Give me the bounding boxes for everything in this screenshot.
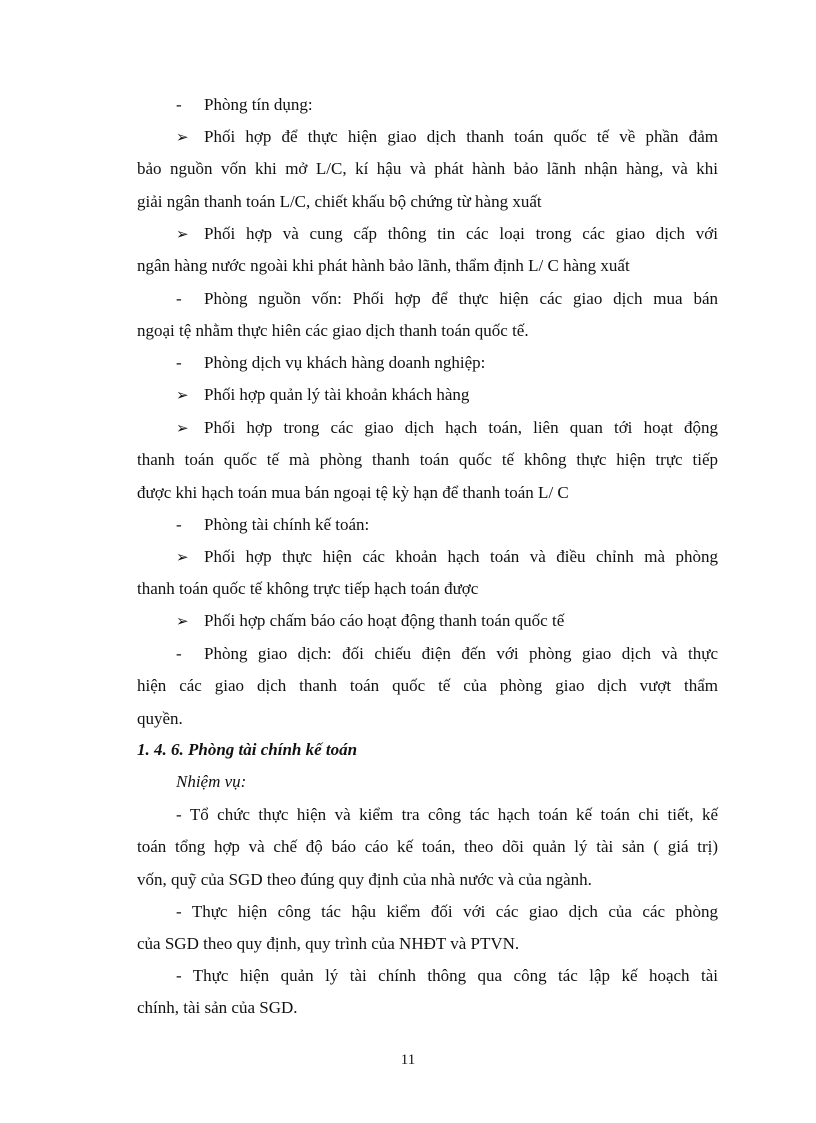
text-line: bảo nguồn vốn khi mở L/C, kí hậu và phát hành bảo lãnh nhận hàng, và khi <box>137 159 718 179</box>
text-line: giải ngân thanh toán L/C, chiết khấu bộ chứng từ hàng xuất <box>137 191 542 211</box>
text-line: vốn, quỹ của SGD theo đúng quy định của nhà nước và của ngành. <box>137 869 592 889</box>
text-line: - Thực hiện quản lý tài chính thông qua công tác lập kế hoạch tài <box>176 966 718 985</box>
arrow-paragraph <box>137 121 718 218</box>
arrow-bullet-icon: ➢ <box>176 388 189 404</box>
item-text: Phòng dịch vụ khách hàng doanh nghiệp: <box>204 353 486 372</box>
arrow-bullet-icon: ➢ <box>176 130 189 146</box>
list-item-credit-dept <box>176 89 313 121</box>
arrow-paragraph <box>137 541 718 606</box>
item-text: Phòng tín dụng: <box>204 95 313 114</box>
text-line: ➢ Phối hợp trong các giao dịch hạch toán, liên quan tới hoạt động <box>137 412 718 444</box>
list-item-finance-dept <box>176 509 369 541</box>
dash-paragraph <box>137 638 718 735</box>
dash-marker: - <box>176 353 182 372</box>
page-number: 11 <box>400 1052 416 1068</box>
dash-marker: - <box>176 515 182 534</box>
body-paragraph <box>137 960 718 1025</box>
arrow-item <box>176 379 469 412</box>
text-line: - Tổ chức thực hiện và kiểm tra công tác hạch toán kế toán chi tiết, kế <box>176 805 718 824</box>
item-text: Phối hợp quản lý tài khoản khách hàng <box>204 385 470 404</box>
arrow-bullet-icon: ➢ <box>176 227 189 243</box>
text-line: ➢ Phối hợp để thực hiện giao dịch thanh toán quốc tế về phần đảm <box>137 121 718 153</box>
subheading: Nhiệm vụ: <box>176 772 247 791</box>
item-text: Phối hợp chấm báo cáo hoạt động thanh toán quốc tế <box>204 611 565 630</box>
dash-marker: - <box>176 289 182 308</box>
text-line: ngoại tệ nhằm thực hiên các giao dịch thanh toán quốc tế. <box>137 321 529 341</box>
text-line: thanh toán quốc tế không trực tiếp hạch toán được <box>137 579 479 599</box>
text-line: thanh toán quốc tế mà phòng thanh toán quốc tế không thực hiện trực tiếp <box>137 450 718 470</box>
text-line: - Phòng giao dịch: đối chiếu điện đến với phòng giao dịch và thực <box>137 638 718 670</box>
text-line: chính, tài sản của SGD. <box>137 998 298 1018</box>
dash-marker: - <box>176 95 182 114</box>
text-line: ➢ Phối hợp và cung cấp thông tin các loại trong các giao dịch với <box>137 218 718 250</box>
text-line: được khi hạch toán mua bán ngoại tệ kỳ hạn để thanh toán L/ C <box>137 482 569 502</box>
text-line: ➢ Phối hợp thực hiện các khoản hạch toán và điều chỉnh mà phòng <box>137 541 718 573</box>
text-line: của SGD theo quy định, quy trình của NHĐT và PTVN. <box>137 934 520 954</box>
body-paragraph <box>137 799 718 896</box>
list-item-corporate-dept <box>176 347 485 379</box>
arrow-bullet-icon: ➢ <box>176 550 189 566</box>
item-text: Phòng tài chính kế toán: <box>204 515 370 534</box>
text-line: hiện các giao dịch thanh toán quốc tế của phòng giao dịch vượt thẩm <box>137 676 718 696</box>
arrow-paragraph <box>137 412 718 509</box>
dash-marker: - <box>176 644 182 663</box>
text-line: - Thực hiện công tác hậu kiểm đối với các giao dịch của các phòng <box>176 902 718 921</box>
section-heading: 1. 4. 6. Phòng tài chính kế toán <box>137 740 358 759</box>
text-line: ngân hàng nước ngoài khi phát hành bảo lãnh, thẩm định L/ C hàng xuất <box>137 256 630 276</box>
arrow-bullet-icon: ➢ <box>176 421 189 437</box>
arrow-bullet-icon: ➢ <box>176 614 189 630</box>
text-line: - Phòng nguồn vốn: Phối hợp để thực hiện các giao dịch mua bán <box>137 283 718 315</box>
dash-paragraph <box>137 283 718 348</box>
arrow-paragraph <box>137 218 718 283</box>
text-line: toán tổng hợp và chế độ báo cáo kế toán, theo dõi quản lý tài sản ( giá trị) <box>137 837 718 857</box>
body-paragraph <box>137 896 718 961</box>
arrow-item <box>176 605 564 638</box>
text-line: quyền. <box>137 708 183 728</box>
